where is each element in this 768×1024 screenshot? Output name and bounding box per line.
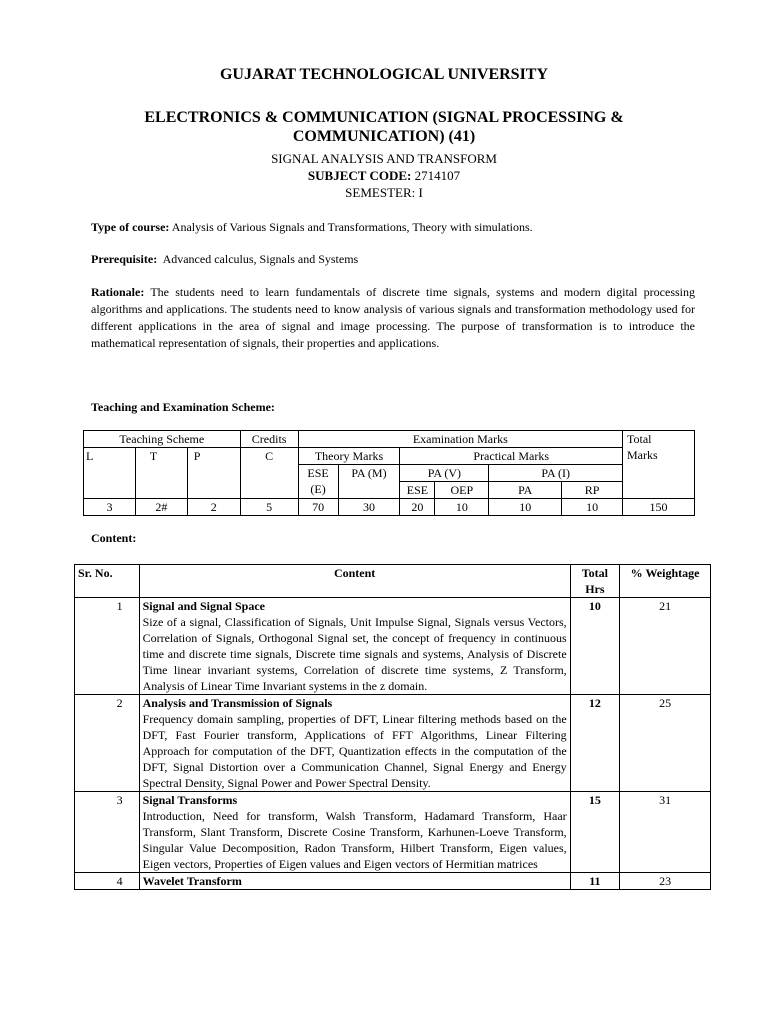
ese-practical-value: 20 [400, 499, 435, 516]
credit-header: C [240, 448, 298, 499]
branch-title-line2: COMMUNICATION) (41) [292, 128, 476, 145]
row-title: Signal and Signal Space [142, 599, 265, 613]
ese-theory-value: 70 [298, 499, 338, 516]
pa-header: PA [489, 482, 562, 499]
prerequisite-text: Advanced calculus, Signals and Systems [162, 252, 359, 266]
total-marks-header-line2: Marks [627, 448, 658, 462]
practical-marks-header: Practical Marks [400, 448, 623, 465]
oep-header: OEP [435, 482, 489, 499]
ese-e-header-line1: ESE [307, 466, 329, 480]
content-table [74, 564, 711, 890]
row-text: Frequency domain sampling, properties of DFT, Linear filtering methods based on the DFT, Fast Fourier transform, Applications of FFT Algorithms, Linear Filtering Approach for computation of the DFT, Quantization effects in the computation of the DFT, Signal Distortion over a Communication Channel, Signal Energy and Energy Spectral Density, Signal Power and Power Spectral Density. [142, 712, 567, 790]
theory-marks-header: Theory Marks [298, 448, 400, 465]
pa-m-header: PA (M) [338, 465, 400, 499]
row-title: Wavelet Transform [142, 874, 242, 888]
row-text: Size of a signal, Classification of Signals, Unit Impulse Signal, Signals versus Vectors, Correlation of Signals, Orthogonal Signal set, the concept of frequency in continuous time and discrete time signals, Discrete time signals and systems, Analysis of Discrete Time linear invariant systems, Correlation of discrete time systems, Z Transform, Analysis of Linear Time Invariant systems in the z domain. [142, 615, 567, 693]
credit-value: 5 [240, 499, 298, 516]
subject-block [0, 150, 768, 201]
scheme-header-row-1 [84, 431, 695, 448]
pa-i-header: PA (I) [489, 465, 623, 482]
subject-code-label: SUBJECT CODE: [307, 168, 412, 183]
row-title: Analysis and Transmission of Signals [142, 696, 333, 710]
total-marks-header [623, 431, 695, 499]
row-content [139, 792, 570, 873]
content-row [75, 792, 711, 873]
ese-header: ESE [400, 482, 435, 499]
oep-value: 10 [435, 499, 489, 516]
tutorial-header: T [135, 448, 187, 499]
branch-title-line1: ELECTRONICS & COMMUNICATION (SIGNAL PROCESSING & [144, 109, 624, 126]
row-content [139, 598, 570, 695]
scheme-header-row-2 [84, 448, 695, 465]
lecture-header: L [84, 448, 136, 499]
rationale [91, 284, 695, 352]
row-content [139, 695, 570, 792]
university-title: GUJARAT TECHNOLOGICAL UNIVERSITY [219, 66, 549, 83]
scheme-heading: Teaching and Examination Scheme: [91, 400, 275, 414]
subject-name: SIGNAL ANALYSIS AND TRANSFORM [271, 151, 497, 166]
row-hours: 12 [570, 695, 619, 792]
weightage-header: % Weightage [620, 565, 711, 598]
practical-header: P [187, 448, 240, 499]
pa-v-header: PA (V) [400, 465, 489, 482]
course-type [91, 219, 695, 236]
content-header-row [75, 565, 711, 598]
scheme-values-row [84, 499, 695, 516]
course-type-label: Type of course: [91, 220, 170, 234]
row-text: Introduction, Need for transform, Walsh Transform, Hadamard Transform, Haar Transform, Slant Transform, Discrete Cosine Transform, Karhunen-Loeve Transform, Singular Value Decomposition, Radon Transform, Hilbert Transform, Eigen values, Eigen vectors, Properties of Eigen values and Eigen vectors of Hermitian matrices [142, 809, 567, 871]
pa-value: 10 [489, 499, 562, 516]
lecture-value: 3 [84, 499, 136, 516]
pa-m-value: 30 [338, 499, 400, 516]
srno-header: Sr. No. [75, 565, 140, 598]
practical-value: 2 [187, 499, 240, 516]
row-number: 3 [75, 792, 140, 873]
row-title: Signal Transforms [142, 793, 238, 807]
content-row [75, 873, 711, 890]
hrs-header-line2: Hrs [585, 582, 605, 596]
rationale-text: The students need to learn fundamentals of discrete time signals, systems and modern digital processing algorithms and applications. The students need to know analysis of various signals and transformation methodology used for different applications in the area of signal and image processing. The purpose of transformation is to introduce the mathematical representation of signals, their properties and applications. [91, 285, 695, 350]
row-hours: 15 [570, 792, 619, 873]
rationale-label: Rationale: [91, 285, 145, 299]
row-number: 1 [75, 598, 140, 695]
row-content [139, 873, 570, 890]
credits-header: Credits [240, 431, 298, 448]
row-weightage: 25 [620, 695, 711, 792]
hrs-header [570, 565, 619, 598]
row-hours: 11 [570, 873, 619, 890]
subject-code-line [0, 167, 768, 184]
content-heading: Content: [91, 531, 137, 545]
total-value: 150 [623, 499, 695, 516]
course-type-text: Analysis of Various Signals and Transformations, Theory with simulations. [171, 220, 533, 234]
row-weightage: 31 [620, 792, 711, 873]
row-number: 2 [75, 695, 140, 792]
teaching-scheme-header: Teaching Scheme [84, 431, 241, 448]
exam-marks-header: Examination Marks [298, 431, 622, 448]
branch-title [90, 108, 678, 146]
content-row [75, 695, 711, 792]
ese-e-header [298, 465, 338, 499]
rp-header: RP [562, 482, 623, 499]
hrs-header-line1: Total [581, 566, 609, 580]
subject-code: 2714107 [414, 168, 461, 183]
ese-e-header-line2: (E) [310, 482, 326, 496]
row-weightage: 21 [620, 598, 711, 695]
row-number: 4 [75, 873, 140, 890]
tutorial-value: 2# [135, 499, 187, 516]
total-marks-header-line1: Total [627, 432, 652, 446]
semester: SEMESTER: I [345, 185, 423, 200]
row-weightage: 23 [620, 873, 711, 890]
row-hours: 10 [570, 598, 619, 695]
content-row [75, 598, 711, 695]
scheme-table [83, 430, 695, 516]
prerequisite-label: Prerequisite: [91, 252, 158, 266]
prerequisite [91, 251, 695, 268]
rp-value: 10 [562, 499, 623, 516]
content-header: Content [139, 565, 570, 598]
